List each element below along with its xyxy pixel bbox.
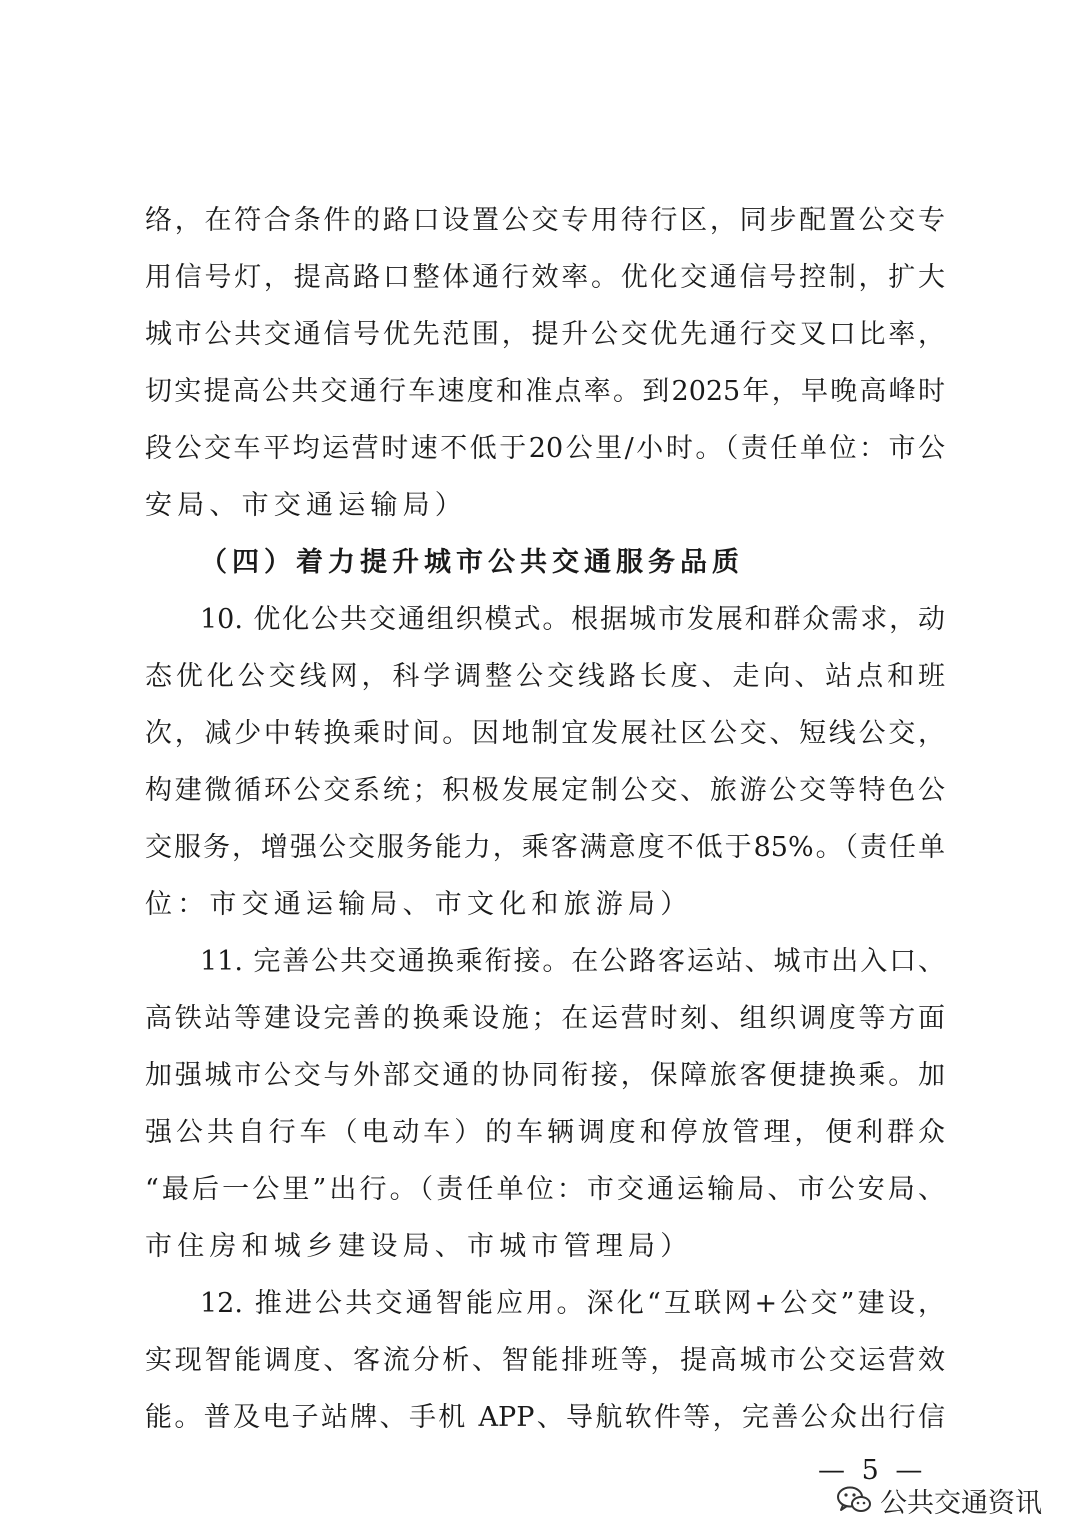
wechat-icon: [836, 1485, 872, 1515]
item-12-line: 12. 推进公共交通智能应用。深化“互联网+公交”建设，: [200, 1288, 945, 1319]
item-10-line: 交服务，增强公交服务能力，乘客满意度不低于85%。（责任单: [145, 832, 945, 863]
watermark-label: 公共交通资讯: [880, 1487, 1042, 1519]
item-10-line: 构建微循环公交系统；积极发展定制公交、旅游公交等特色公: [145, 775, 945, 806]
section-heading: （四）着力提升城市公共交通服务品质: [200, 547, 744, 578]
item-11-line: “最后一公里”出行。（责任单位：市交通运输局、市公安局、: [145, 1174, 945, 1205]
text-line: 城市公共交通信号优先范围，提升公交优先通行交叉口比率，: [145, 319, 945, 350]
item-11-line: 市住房和城乡建设局、市城市管理局）: [145, 1231, 693, 1262]
text-line: 络，在符合条件的路口设置公交专用待行区，同步配置公交专: [145, 205, 945, 236]
item-10-line: 10. 优化公共交通组织模式。根据城市发展和群众需求，动: [200, 604, 945, 635]
item-12-line: 能。普及电子站牌、手机 APP、导航软件等，完善公众出行信: [145, 1402, 945, 1433]
item-11-line: 11. 完善公共交通换乘衔接。在公路客运站、城市出入口、: [200, 946, 945, 977]
item-11-line: 强公共自行车（电动车）的车辆调度和停放管理，便利群众: [145, 1117, 945, 1148]
item-12-line: 实现智能调度、客流分析、智能排班等，提高城市公交运营效: [145, 1345, 945, 1376]
item-11-line: 高铁站等建设完善的换乘设施；在运营时刻、组织调度等方面: [145, 1003, 945, 1034]
item-10-line: 次，减少中转换乘时间。因地制宜发展社区公交、短线公交，: [145, 718, 945, 749]
text-line: 段公交车平均运营时速不低于20公里/小时。（责任单位：市公: [145, 433, 945, 464]
text-line: 切实提高公共交通行车速度和准点率。到2025年，早晚高峰时: [145, 376, 945, 407]
text-line: 用信号灯，提高路口整体通行效率。优化交通信号控制，扩大: [145, 262, 945, 293]
item-10-line: 态优化公交线网，科学调整公交线路长度、走向、站点和班: [145, 661, 945, 692]
item-10-line: 位：市交通运输局、市文化和旅游局）: [145, 889, 693, 920]
page-number: — 5 —: [818, 1455, 927, 1486]
watermark: [836, 1480, 1042, 1520]
text-line: 安局、市交通运输局）: [145, 490, 467, 521]
item-11-line: 加强城市公交与外部交通的协同衔接，保障旅客便捷换乘。加: [145, 1060, 945, 1091]
